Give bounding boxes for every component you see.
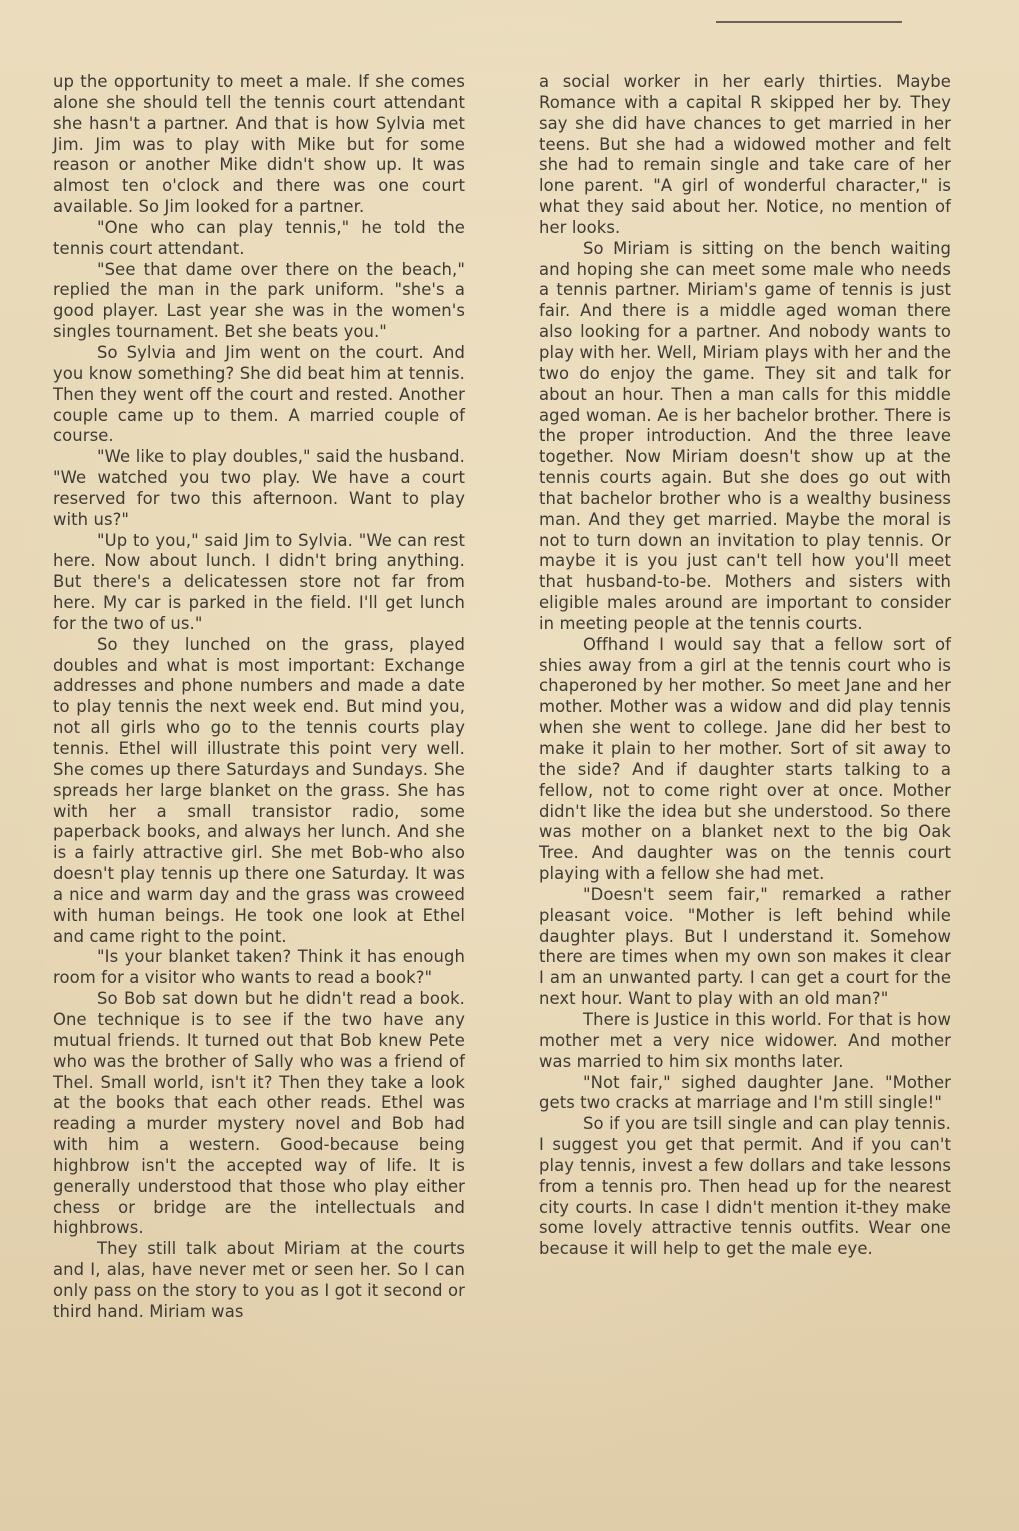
paragraph: "Not fair," sighed daughter Jane. "Mother gets two cracks at marriage and I'm still single!" [539,1072,951,1113]
paragraph: So Sylvia and Jim went on the court. And you know something? She did beat him at tennis. Then they went off the court and rested. Another couple came up to them. A married couple of course. [53,342,465,446]
paragraph: "We like to play doubles," said the husband. "We watched you two play. We have a court reserved for two this afternoon. Want to play with us?" [53,447,465,529]
paragraph: "Is your blanket taken? Think it has enough room for a visitor who wants to read a book?" [53,947,465,988]
paragraph: Offhand I would say that a fellow sort of shies away from a girl at the tennis court who is chaperoned by her mother. So meet Jane and her mother. Mother was a widow and did play tennis when she went to college. Jane did her best to make it plain to her mother. Sort of sit away to the side? And if daughter starts talking to a fellow, not to come right over at once. Mother didn't like the idea but she understood. So there was mother on a blanket next to the big Oak Tree. And daughter was on the tennis court playing with a fellow she had met. [539,634,951,884]
paragraph: So if you are tsill single and can play tennis. I suggest you get that permit. And if you can't play tennis, invest a few dollars and take lessons from a tennis pro. Then head up for the nearest city courts. In case I didn't mention it-they make some lovely attractive tennis outfits. Wear one because it will help to get the male eye. [539,1114,951,1259]
paragraph: "Doesn't seem fair," remarked a rather pleasant voice. "Mother is left behind while daughter plays. But I understand it. Somehow there are times when my own son makes it clear I am an unwanted party. I can get a court for the next hour. Want to play with an old man?" [539,884,951,1009]
paragraph: "One who can play tennis," he told the tennis court attendant. [53,217,465,258]
right-text-column [539,72,951,1260]
paragraph: So they lunched on the grass, played doubles and what is most important: Exchange addresses and phone numbers and made a date to play tennis the next week end. But mind you, not all girls who go to the tennis courts play tennis. Ethel will illustrate this point very well. She comes up there Saturdays and Sundays. She spreads her large blanket on the grass. She has with her a small transistor radio, some paperback books, and always her lunch. And she is a fairly attractive girl. She met Bob-who also doesn't play tennis up there one Saturday. It was a nice and warm day and the grass was croweed with human beings. He took one look at Ethel and came right to the point. [53,634,465,946]
left-text-column [53,72,465,1323]
paragraph: up the opportunity to meet a male. If she comes alone she should tell the tennis court attendant she hasn't a partner. And that is how Sylvia met Jim. Jim was to play with Mike but for some reason or another Mike didn't show up. It was almost ten o'clock and there was one court available. So Jim looked for a partner. [53,72,465,217]
paragraph: They still talk about Miriam at the courts and I, alas, have never met or seen her. So I can only pass on the story to you as I got it second or third hand. Miriam was [53,1239,465,1321]
header-rule [716,21,902,23]
paragraph: "Up to you," said Jim to Sylvia. "We can rest here. Now about lunch. I didn't bring anything. But there's a delicatessen store not far from here. My car is parked in the field. I'll get lunch for the two of us." [53,530,465,633]
paragraph: So Miriam is sitting on the bench waiting and hoping she can meet some male who needs a tennis partner. Miriam's game of tennis is just fair. And there is a middle aged woman there also looking for a partner. And nobody wants to play with her. Well, Miriam plays with her and the two do enjoy the game. They sit and talk for about an hour. Then a man calls for this middle aged woman. Ae is her bachelor brother. There is the proper introduction. And the three leave together. Now Miriam doesn't show up at the tennis courts again. But she does go out with that bachelor brother who is a wealthy business man. And they get married. Maybe the moral is not to turn down an invitation to play tennis. Or maybe it is you just can't tell how you'll meet that husband-to-be. Mothers and sisters with eligible males around are important to consider in meeting people at the tennis courts. [539,238,951,633]
paragraph: There is Justice in this world. For that is how mother met a very nice widower. And mother was married to him six months later. [539,1009,951,1071]
paragraph: "See that dame over there on the beach," replied the man in the park uniform. "she's a good player. Last year she was in the women's singles tournament. Bet she beats you." [53,259,465,342]
paragraph: So Bob sat down but he didn't read a book. One technique is to see if the two have any mutual friends. It turned out that Bob knew Pete who was the brother of Sally who was a friend of Thel. Small world, isn't it? Then they take a look at the books that each other reads. Ethel was reading a murder mystery novel and Bob had with him a western. Good-because being highbrow isn't the accepted way of life. It is generally understood that those who play either chess or bridge are the intellectuals and highbrows. [53,989,465,1238]
paragraph: a social worker in her early thirties. Maybe Romance with a capital R skipped her by. They say she did have chances to get married in her teens. But she had a widowed mother and felt she had to remain single and take care of her lone parent. "A girl of wonderful character," is what they said about her. Notice, no mention of her looks. [539,72,951,237]
